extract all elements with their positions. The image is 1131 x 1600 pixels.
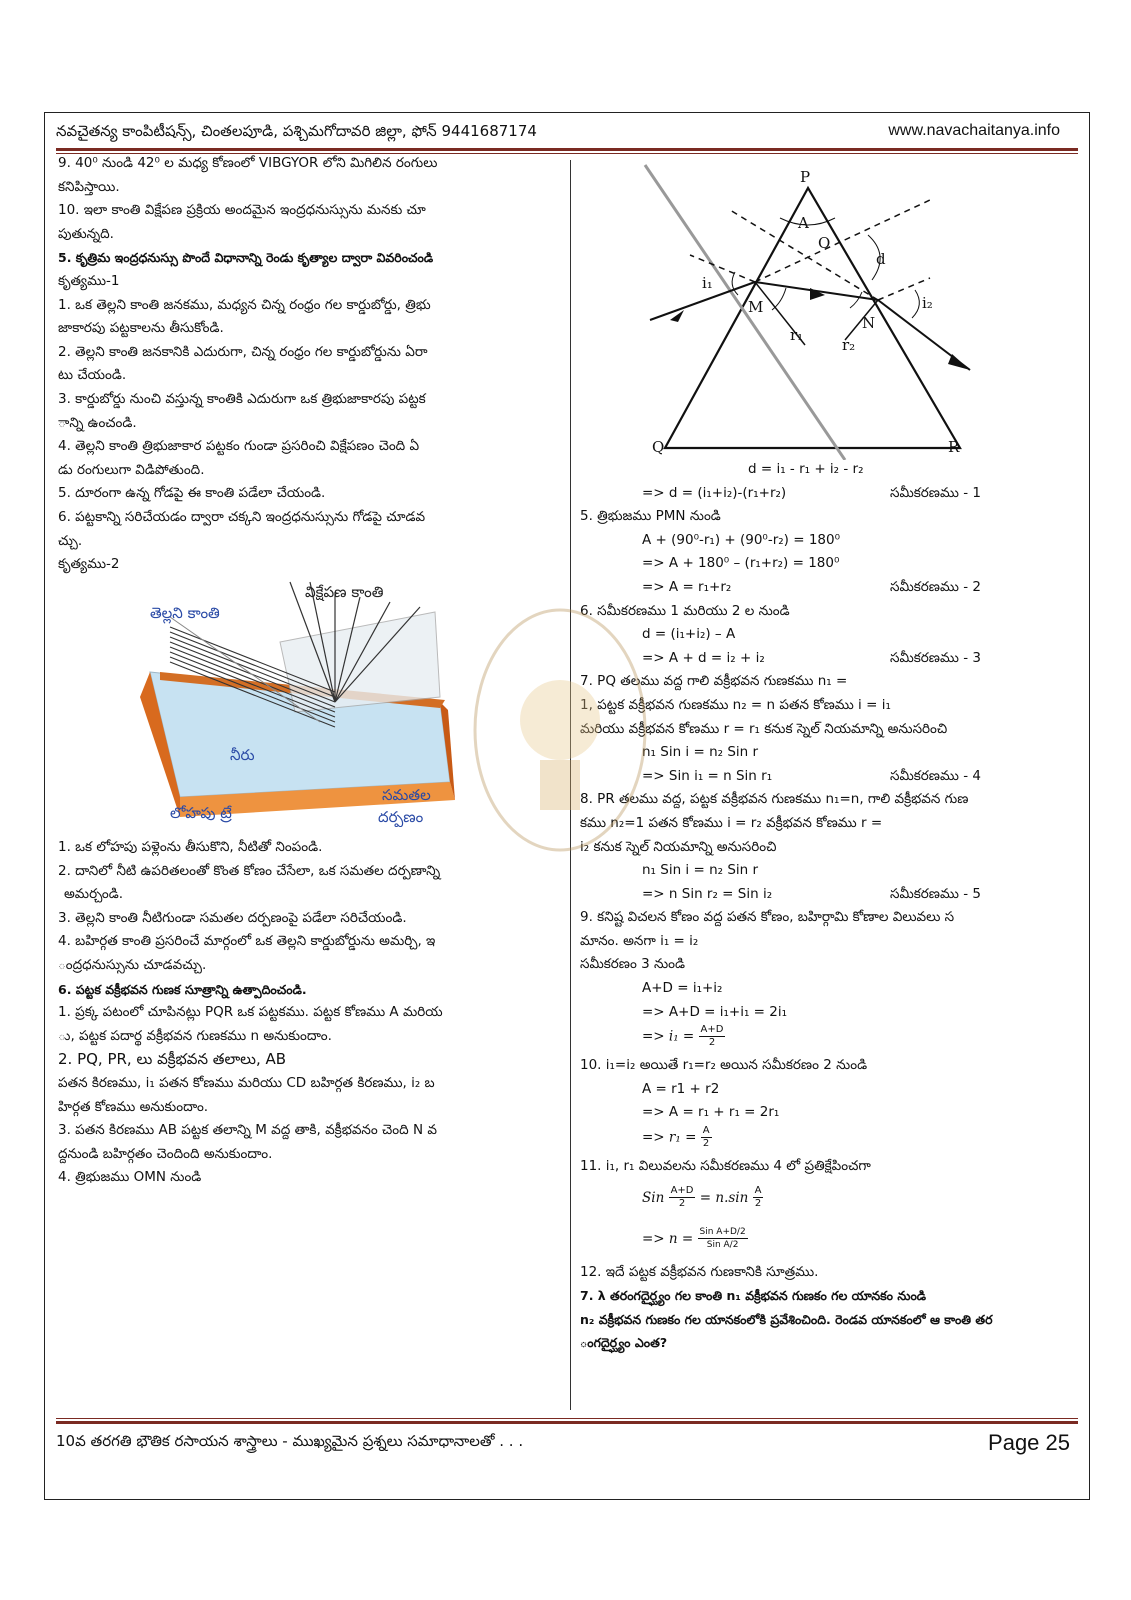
text-line: హిర్గత కోణము అనుకుందాం.	[58, 1098, 209, 1115]
step-text: మానం. అనగా i₁ = i₂	[580, 932, 699, 949]
water-tray-figure	[120, 572, 460, 837]
question-heading: 5. కృత్రిమ ఇంద్రధనుస్సు పొందే విధానాన్ని రెండు కృత్యాల ద్వారా వివరించండి	[58, 250, 434, 266]
text-line: కృత్యము-2	[58, 556, 120, 573]
equation-tag: సమీకరణము - 4	[890, 767, 981, 784]
text-line: చ్చు.	[58, 532, 83, 549]
question-heading: n₂ వక్రీభవన గుణకం గల యానకంలోకి ప్రవేశించింది. రెండవ యానకంలో ఆ కాంతి తర	[580, 1311, 993, 1327]
n-lhs: => n =	[642, 1230, 694, 1247]
step-text: 7. PQ తలము వద్ద గాలి వక్రీభవన గుణకము n₁ =	[580, 673, 848, 690]
equation-sin-formula	[580, 1179, 1075, 1217]
label-mirror-2: దర్పణం	[378, 808, 424, 826]
fraction-numerator: A	[702, 1125, 710, 1137]
equation-1: => d = (i₁+i₂)-(r₁+r₂)	[642, 484, 787, 501]
text-line: 6. పట్టకాన్ని సరిచేయడం ద్వారా చక్కని ఇంద్రధనుస్సును గోడపై చూడవ	[58, 508, 426, 525]
fraction-denominator: 2	[702, 1138, 710, 1150]
equation-n-formula	[580, 1217, 1075, 1261]
text-line: 2. తెల్లని కాంతి జనకానికి ఎదురుగా, చిన్న రంధ్రం గల కార్డుబోర్డును ఏరా	[58, 343, 428, 360]
label-P: P	[800, 168, 811, 186]
label-Q: Q	[652, 438, 665, 456]
equals-n-sin: = n.sin	[699, 1189, 749, 1206]
text-line: 1. ఒక లోహపు పళ్లెంను తీసుకొని, నీటితో నింపండి.	[58, 839, 323, 855]
sin-label: Sin	[642, 1189, 665, 1206]
text-line: 2. PQ, PR, లు వక్రీభవన తలాలు, AB	[58, 1050, 287, 1069]
equation-fraction-i1	[580, 1024, 1075, 1054]
label-tray: లోహపు ట్రే	[170, 804, 232, 822]
equation-3: => A + d = i₂ + i₂	[642, 649, 765, 666]
fraction-lhs: => r₁ =	[642, 1129, 697, 1146]
text-line: పుతున్నది.	[58, 225, 114, 242]
equation-5: => n Sin r₂ = Sin i₂	[642, 885, 773, 902]
page-number: Page 25	[988, 1430, 1070, 1455]
fraction-lhs: => i₁ =	[642, 1028, 695, 1045]
text-line: కనిపిస్తాయి.	[58, 178, 120, 195]
label-r1: r₁	[790, 326, 804, 344]
text-line: అమర్చండి.	[64, 886, 124, 903]
header-website[interactable]: www.navachaitanya.info	[888, 122, 1060, 139]
text-line: 3. తెల్లని కాంతి నీటిగుండా సమతల దర్పణంపై పడేలా సరిచేయండి.	[58, 909, 407, 926]
equation-2: => A = r₁+r₂	[642, 578, 732, 595]
equation: d = (i₁+i₂) – A	[642, 626, 736, 643]
equation-tag: సమీకరణము - 2	[890, 578, 981, 595]
text-line: 3. కార్డుబోర్డు నుంచి వస్తున్న కాంతికి ఎదురుగా ఒక త్రిభుజాకారపు పట్టక	[58, 390, 426, 407]
step-text: 12. ఇదే పట్టక వక్రీభవన గుణకానికి సూత్రము.	[580, 1263, 819, 1280]
question-heading: 7. λ తరంగదైర్ఘ్యం గల కాంతి n₁ వక్రీభవన గుణకం గల యానకం నుండి	[580, 1288, 927, 1304]
header-title: నవచైతన్య కాంపిటీషన్స్, చింతలపూడి, పశ్చిమగోదావరి జిల్లా, ఫోన్ 9441687174	[56, 122, 537, 140]
fraction-numerator: Sin A+D/2	[699, 1227, 746, 1238]
text-line: జాకారపు పట్టకాలను తీసుకోండి.	[58, 320, 224, 337]
step-text: 10. i₁=i₂ అయితే r₁=r₂ అయిన సమీకరణం 2 నుండి	[580, 1057, 868, 1074]
equation-fraction-r1	[580, 1125, 1075, 1155]
right-column	[580, 458, 1075, 1355]
equation-line	[580, 883, 1075, 907]
step-text: 9. కనిష్ట విచలన కోణం వద్ద పతన కోణం, బహిర్గామి కోణాల విలువలు స	[580, 909, 955, 926]
equation-tag: సమీకరణము - 5	[890, 885, 981, 902]
step-text: మరియు వక్రీభవన కోణము r = r₁ కనుక స్నెల్ నియమాన్ని అనుసరించి	[580, 720, 948, 737]
equation: n₁ Sin i = n₂ Sin r	[642, 744, 759, 761]
fraction-denominator: 2	[754, 1198, 762, 1210]
fraction	[753, 1185, 764, 1210]
equation: => A+D = i₁+i₁ = 2i₁	[642, 1003, 788, 1020]
label-i2: i₂	[922, 294, 933, 312]
equation-line	[580, 647, 1075, 671]
header-rule	[56, 148, 1078, 151]
left-column-bottom	[58, 836, 563, 1190]
equation: A+D = i₁+i₂	[642, 980, 723, 997]
text-line: 1. ప్రక్క పటంలో చూపినట్లు PQR ఒక పట్టకము. పట్టక కోణము A మరియ	[58, 1004, 443, 1021]
watermark-seal	[470, 600, 650, 860]
step-text: 5. త్రిభుజము PMN నుండి	[580, 508, 721, 525]
left-column-top	[58, 152, 563, 577]
angle-r2-arc	[850, 292, 862, 308]
question-heading: ంగదైర్ఘ్యం ఎంత?	[580, 1335, 668, 1351]
equation: n₁ Sin i = n₂ Sin r	[642, 862, 759, 879]
angle-i2-arc	[912, 290, 919, 318]
label-M: M	[748, 298, 764, 316]
label-r2: r₂	[842, 336, 856, 354]
equation-tag: సమీకరణము - 3	[890, 649, 981, 666]
equation-tag: సమీకరణము - 1	[890, 484, 981, 501]
label-A: A	[798, 214, 809, 232]
equation: => A = r₁ + r₁ = 2r₁	[642, 1104, 780, 1121]
step-text: 8. PR తలము వద్ద, పట్టక వక్రీభవన గుణకము n₁=n, గాలి వక్రీభవన గుణ	[580, 791, 969, 808]
plane-mirror	[280, 612, 440, 712]
fraction-denominator: 2	[678, 1198, 686, 1210]
text-line: 9. 40⁰ నుండి 42⁰ ల మధ్య కోణంలో VIBGYOR లోని మిగిలిన రంగులు	[58, 155, 438, 171]
footer-title: 10వ తరగతి భౌతిక రసాయన శాస్త్రాలు - ముఖ్యమైన ప్రశ్నలు సమాధానాలతో . . .	[56, 1432, 524, 1450]
label-O: O	[818, 234, 831, 252]
fraction	[701, 1125, 712, 1150]
text-line: 3. పతన కిరణము AB పట్టక తలాన్ని M వద్ద తాకి, వక్రీభవనం చెంది N వ	[58, 1122, 437, 1139]
fraction	[669, 1185, 696, 1210]
step-text: కము n₂=1 పతన కోణము i = r₂ వక్రీభవన కోణము r =	[580, 814, 883, 831]
text-line: డు రంగులుగా విడిపోతుంది.	[58, 461, 205, 478]
step-text: 1, పట్టక వక్రీభవన గుణకము n₂ = n పతన కోణము i = i₁	[580, 696, 891, 713]
text-line: ంద్రధనుస్సును చూడవచ్చు.	[58, 956, 207, 973]
equation-4: => Sin i₁ = n Sin r₁	[642, 767, 773, 784]
label-i1: i₁	[702, 274, 713, 292]
label-d: d	[876, 250, 886, 268]
text-line: ద్దనుండి బహిర్గతం చెందింది అనుకుందాం.	[58, 1145, 273, 1162]
footer-rule-thin	[56, 1418, 1078, 1419]
text-line: పతన కిరణము, i₁ పతన కోణము మరియు CD బహిర్గత కిరణము, i₂ బ	[58, 1074, 435, 1091]
overlay-line	[645, 165, 845, 460]
label-R: R	[948, 438, 960, 456]
label-dispersed-light: విక్షేపణ కాంతి	[305, 583, 384, 601]
fraction-denominator: 2	[708, 1037, 716, 1049]
prism-triangle	[665, 188, 960, 448]
refracted-arrow	[810, 288, 825, 300]
text-line: 1. ఒక తెల్లని కాంతి జనకము, మధ్యన చిన్న రంధ్రం గల కార్డుబోర్డు, త్రిభు	[58, 296, 431, 313]
page-header	[56, 120, 1066, 148]
label-mirror-1: సమతల	[382, 786, 431, 804]
step-text: 11. i₁, r₁ విలువలను సమీకరణము 4 లో ప్రతిక్షేపించగా	[580, 1158, 871, 1175]
fraction	[698, 1226, 748, 1251]
emergent-arrow	[948, 354, 970, 370]
equation-d: d = i₁ - r₁ + i₂ - r₂	[748, 461, 864, 477]
equation-line	[580, 482, 1075, 506]
footer-rule	[56, 1421, 1078, 1424]
step-text: సమీకరణం 3 నుండి	[580, 956, 685, 973]
equation: A + (90⁰-r₁) + (90⁰-r₂) = 180⁰	[642, 531, 841, 548]
label-N: N	[862, 314, 876, 332]
text-line: ు, పట్టక పదార్థ వక్రీభవన గుణకము n అనుకుందాం.	[58, 1027, 332, 1044]
text-line: 10. ఇలా కాంతి విక్షేపణ ప్రక్రియ అందమైన ఇంద్రధనుస్సును మనకు చూ	[58, 202, 426, 219]
angle-i1-arc	[732, 272, 738, 295]
step-text: 6. సమీకరణము 1 మరియు 2 ల నుండి	[580, 602, 790, 619]
label-white-light: తెల్లని కాంతి	[150, 604, 220, 622]
text-line: 4. తెల్లని కాంతి త్రిభుజాకార పట్టకం గుండా ప్రసరించి విక్షేపణం చెంది ఏ	[58, 438, 420, 455]
text-line: 2. దానిలో నీటి ఉపరితలంతో కొంత కోణం చేసేలా, ఒక సమతల దర్పణాన్ని	[58, 862, 441, 879]
text-line: 5. దూరంగా ఉన్న గోడపై ఈ కాంతి పడేలా చేయండి.	[58, 485, 326, 502]
fraction-numerator: A+D	[700, 1024, 724, 1036]
fraction-numerator: A+D	[670, 1185, 694, 1197]
text-line: టు చేయండి.	[58, 367, 127, 384]
equation: => A + 180⁰ – (r₁+r₂) = 180⁰	[642, 555, 840, 572]
equation-line	[580, 576, 1075, 600]
text-line: కృత్యము-1	[58, 272, 120, 289]
label-water: నీరు	[230, 746, 255, 764]
text-line: 4. బహిర్గత కాంతి ప్రసరించే మార్గంలో ఒక తెల్లని కార్డుబోర్డును అమర్చి, ఇ	[58, 933, 436, 950]
page-footer	[56, 1432, 1076, 1462]
equation-line	[580, 765, 1075, 789]
prism-diagram	[630, 160, 990, 460]
equation: A = r1 + r2	[642, 1080, 720, 1097]
fraction	[699, 1024, 726, 1049]
fraction-denominator: Sin A/2	[706, 1240, 739, 1251]
step-text: i₂ కనుక స్నెల్ నియమాన్ని అనుసరించి	[580, 838, 777, 855]
text-line: ాన్ని ఉంచండి.	[58, 414, 137, 431]
question-heading: 6. పట్టక వక్రీభవన గుణక సూత్రాన్ని ఉత్పాదించండి.	[58, 981, 307, 997]
fraction-numerator: A	[754, 1185, 762, 1197]
text-line: 4. త్రిభుజము OMN నుండి	[58, 1169, 202, 1186]
